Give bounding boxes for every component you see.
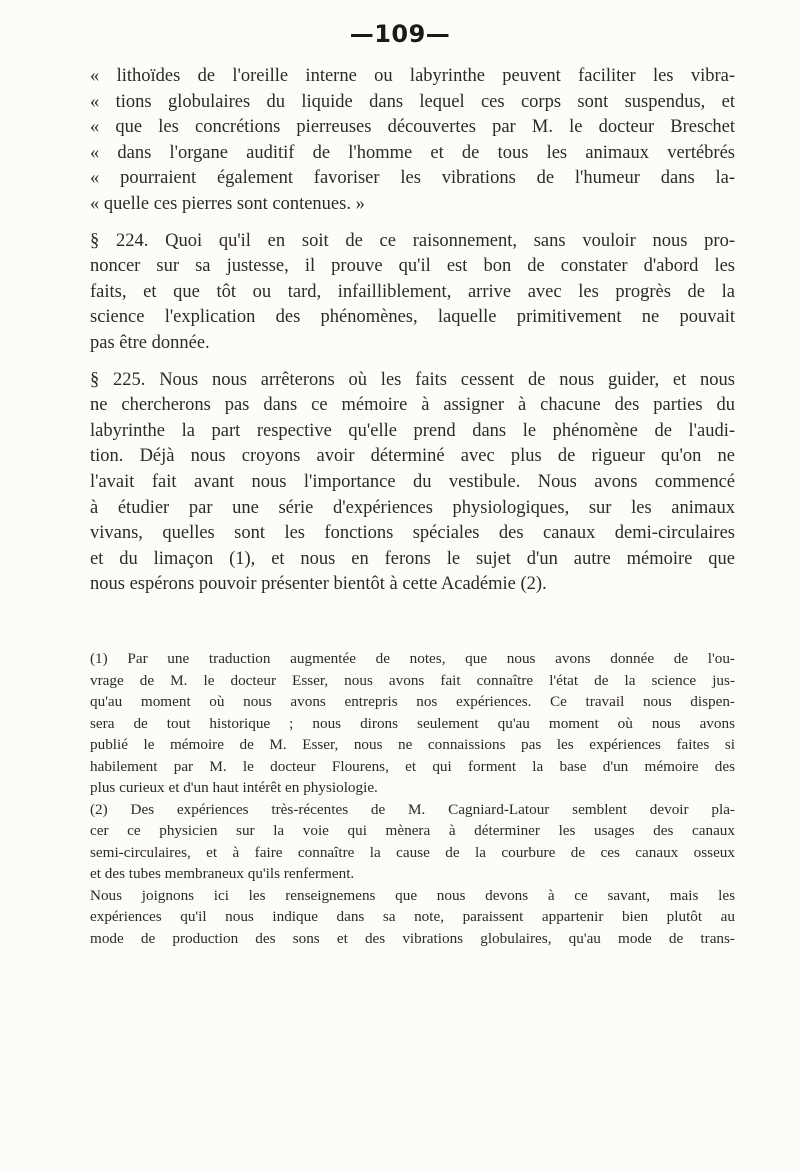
- footnote-2: [90, 799, 735, 885]
- footnote-line: et des tubes membraneux qu'ils renferment.: [90, 865, 355, 882]
- footnote-line: habilement par M. le docteur Flourens, et qui forment la base d'un mémoire des: [90, 757, 735, 775]
- text-line: labyrinthe la part respective qu'elle prend dans le phénomène de l'audi-: [90, 420, 735, 441]
- footnote-line: plus curieux et d'un haut intérêt en physiologie.: [90, 779, 378, 796]
- text-line: « que les concrétions pierreuses découvertes par M. le docteur Breschet: [90, 117, 735, 138]
- text-line: § 225. Nous nous arrêterons où les faits cessent de nous guider, et nous: [90, 369, 735, 390]
- text-line: vivans, quelles sont les fonctions spéciales des canaux demi-circulaires: [90, 523, 735, 544]
- text-line: l'avait fait avant nous l'importance du vestibule. Nous avons commencé: [90, 471, 735, 492]
- footnote-line: sera de tout historique ; nous dirons seulement qu'au moment où nous avons: [90, 714, 735, 732]
- text-line: tion. Déjà nous croyons avoir déterminé avec plus de rigueur qu'on ne: [90, 446, 735, 467]
- text-line: pas être donnée.: [90, 332, 210, 353]
- text-line: « quelle ces pierres sont contenues. »: [90, 193, 365, 214]
- text-line: science l'explication des phénomènes, laquelle primitivement ne pouvait: [90, 307, 735, 328]
- footnote-line: Nous joignons ici les renseignemens que nous devons à ce savant, mais les: [90, 886, 735, 904]
- section-225: [90, 368, 735, 598]
- text-line: « tions globulaires du liquide dans lequel ces corps sont suspendus, et: [90, 91, 735, 112]
- footnote-line: (2) Des expériences très-récentes de M. Cagniard-Latour semblent devoir pla-: [90, 800, 735, 818]
- text-line: « dans l'organe auditif de l'homme et de tous les animaux vertébrés: [90, 142, 735, 163]
- quoted-passage: [90, 64, 735, 218]
- footnote-line: semi-circulaires, et à faire connaître la cause de la courbure de ces canaux osseux: [90, 843, 735, 861]
- text-line: à étudier par une série d'expériences physiologiques, sur les animaux: [90, 497, 735, 518]
- section-224: [90, 229, 735, 357]
- footnote-line: publié le mémoire de M. Esser, nous ne connaissions pas les expériences faites si: [90, 736, 735, 753]
- footnote-line: mode de production des sons et des vibrations globulaires, qu'au mode de trans-: [90, 929, 735, 947]
- footnotes: [90, 648, 735, 949]
- footnote-line: vrage de M. le docteur Esser, nous avons fait connaître l'état de la science jus-: [90, 671, 735, 689]
- footnote-line: cer ce physicien sur la voie qui mènera à déterminer les usages des canaux: [90, 822, 735, 839]
- footnote-1: [90, 648, 735, 799]
- footnote-line: qu'au moment où nous avons entrepris nos expériences. Ce travail nous dispen-: [90, 693, 735, 710]
- text-line: ne chercherons pas dans ce mémoire à assigner à chacune des parties du: [90, 395, 735, 416]
- footnote-line: (1) Par une traduction augmentée de notes, que nous avons donnée de l'ou-: [90, 650, 735, 667]
- text-line: et du limaçon (1), et nous en ferons le sujet d'un autre mémoire que: [90, 548, 735, 569]
- footnote-continuation: [90, 885, 735, 950]
- text-line: § 224. Quoi qu'il en soit de ce raisonnement, sans vouloir nous pro-: [90, 230, 735, 251]
- text-line: noncer sur sa justesse, il prouve qu'il est bon de constater d'abord les: [90, 256, 735, 277]
- text-line: nous espérons pouvoir présenter bientôt à cette Académie (2).: [90, 574, 547, 595]
- text-line: « lithoïdes de l'oreille interne ou labyrinthe peuvent faciliter les vibra-: [90, 66, 735, 86]
- main-text: [90, 64, 735, 598]
- text-line: faits, et que tôt ou tard, infailliblement, arrive avec les progrès de la: [90, 281, 735, 302]
- page-number: —109—: [349, 20, 451, 48]
- text-line: « pourraient également favoriser les vibrations de l'humeur dans la-: [90, 168, 735, 189]
- footnote-line: expériences qu'il nous indique dans sa note, paraissent appartenir bien plutôt au: [90, 908, 735, 925]
